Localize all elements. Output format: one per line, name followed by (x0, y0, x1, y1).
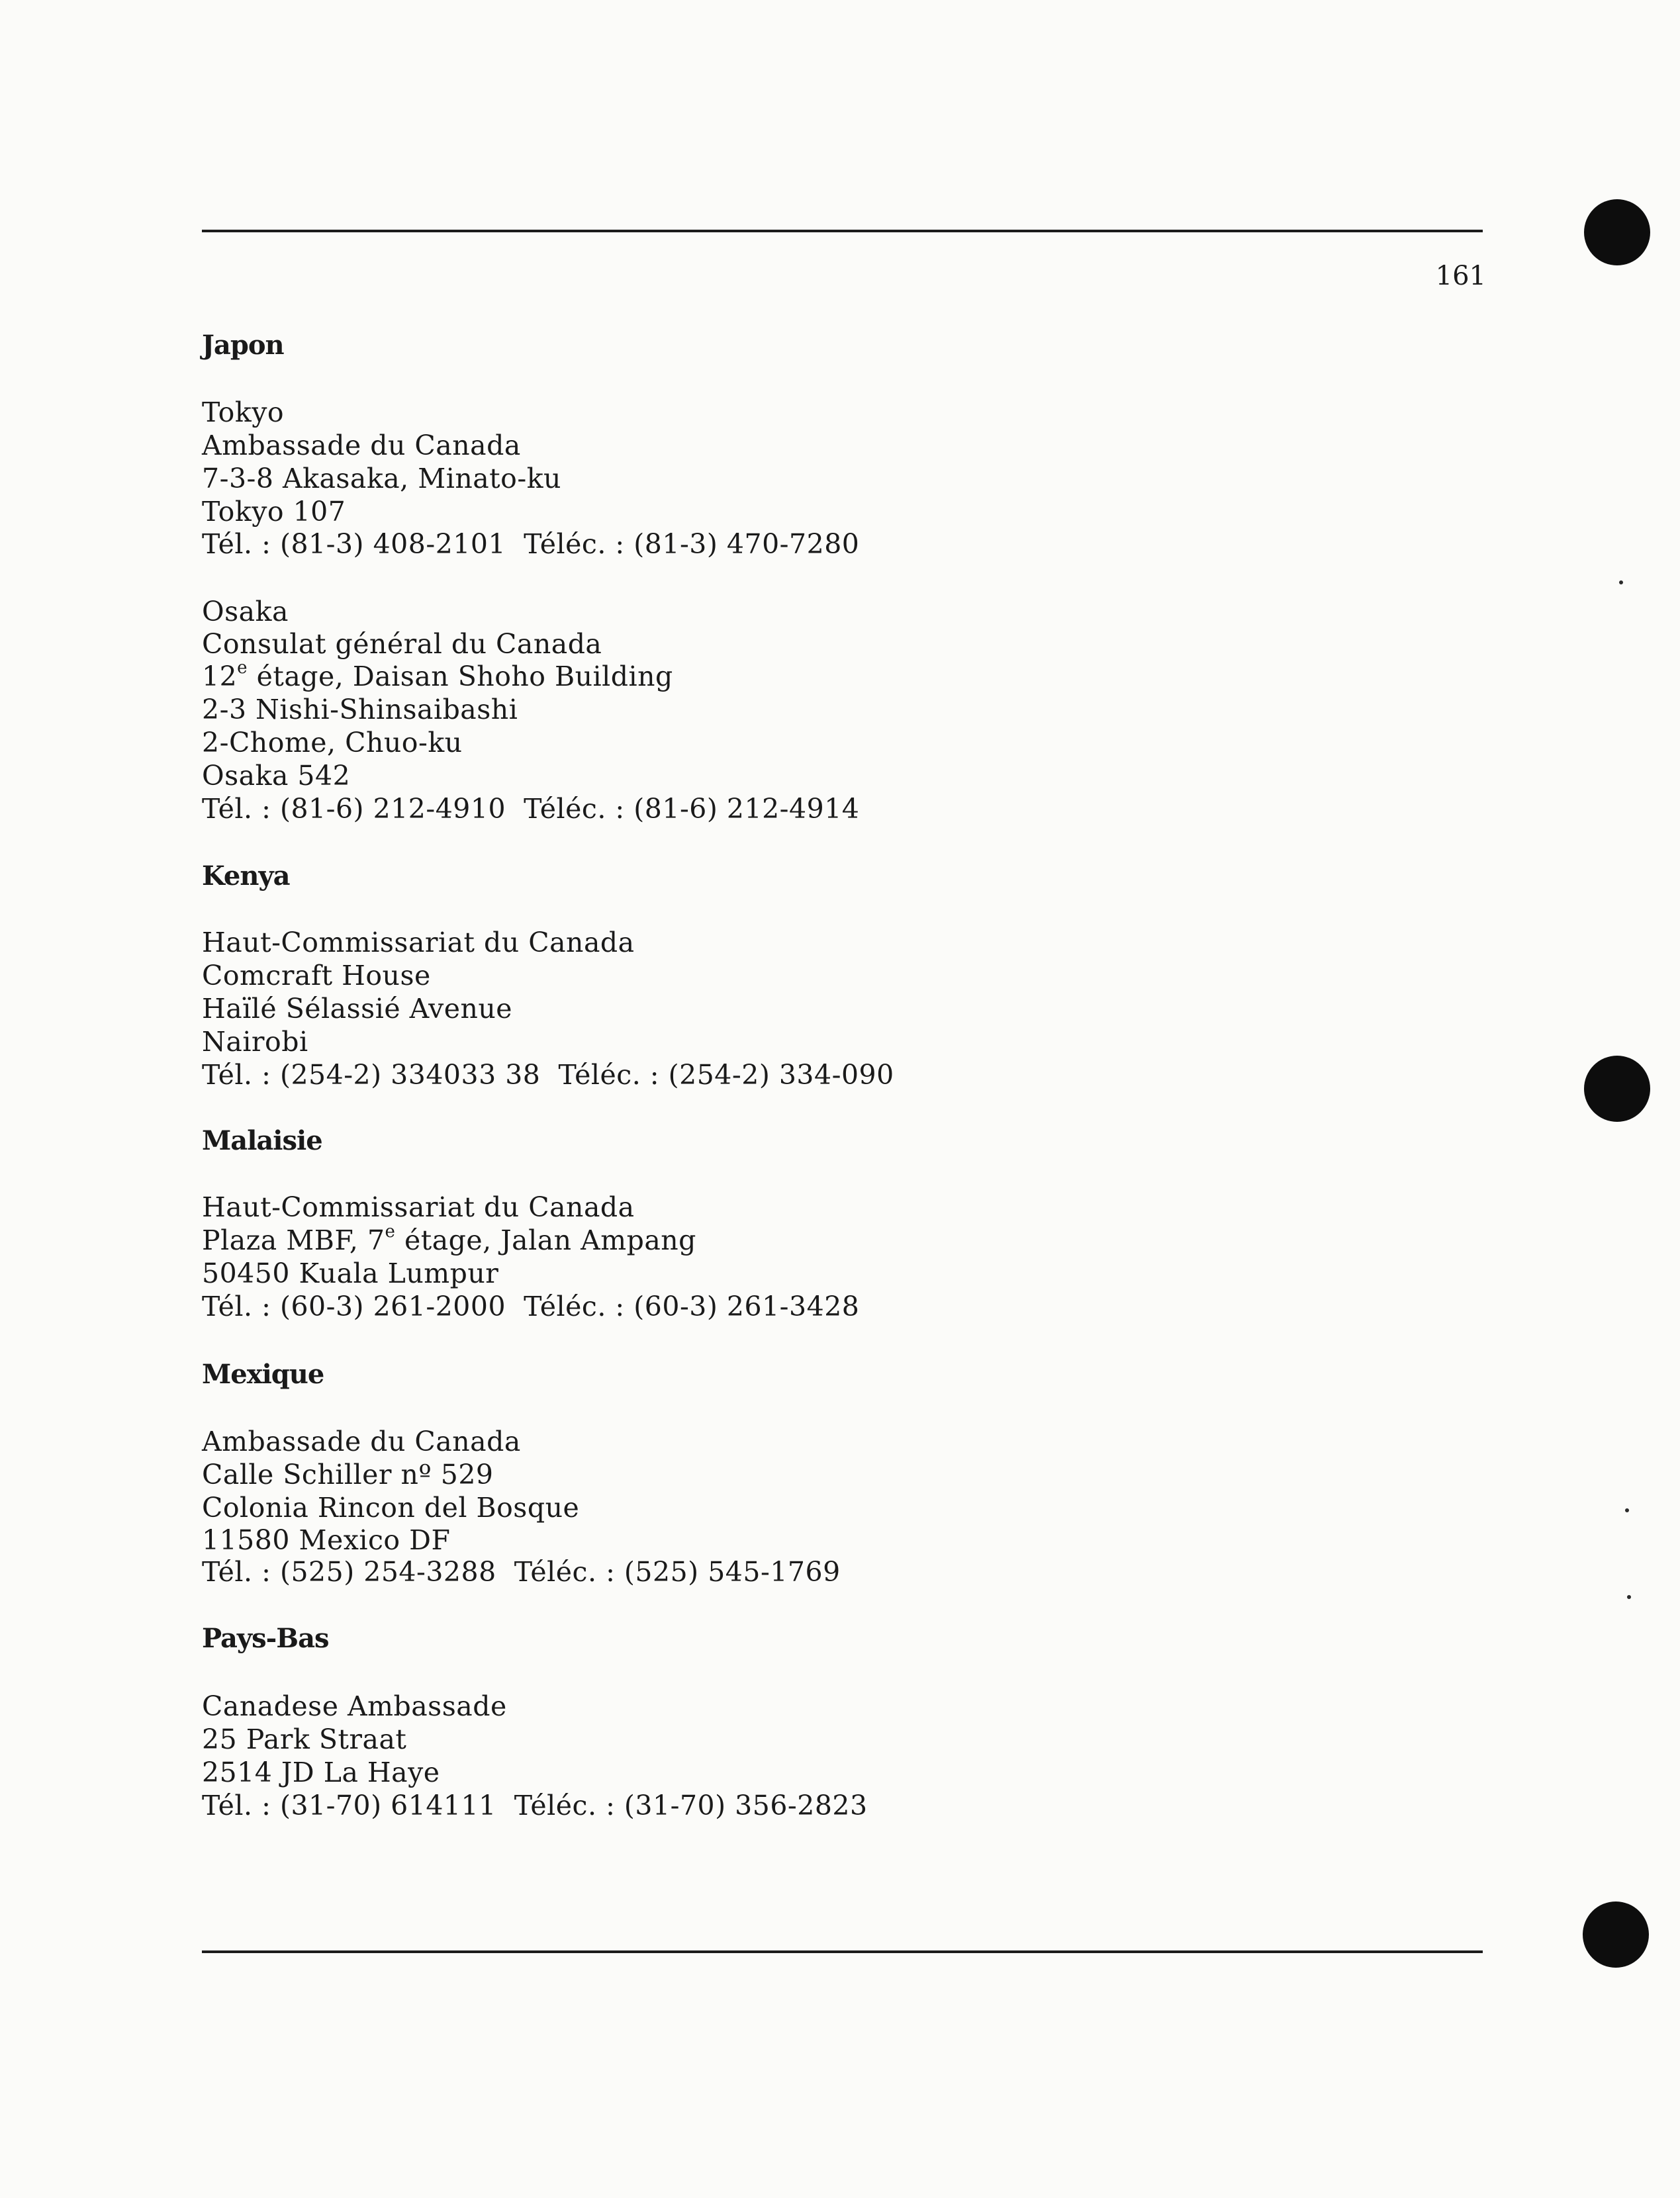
scan-speck (1625, 1508, 1629, 1512)
section-heading-malaisie: Malaisie (202, 1125, 322, 1156)
entry-postal-line: Osaka 542 (202, 760, 351, 792)
entry-address-line: 25 Park Straat (202, 1723, 407, 1755)
entry-address-line: Colonia Rincon del Bosque (202, 1492, 580, 1524)
floor-rest: étage, Daisan Shoho Building (248, 661, 673, 692)
scan-speck (1627, 1595, 1631, 1599)
entry-phone-fax: Tél. : (81-3) 408-2101 Téléc. : (81-3) 470-7280 (202, 528, 860, 560)
entry-city: Tokyo (202, 396, 285, 428)
page-number: 161 (1435, 261, 1486, 291)
binder-hole-top (1584, 199, 1650, 265)
floor-rest: étage, Jalan Ampang (395, 1224, 696, 1256)
entry-postal-line: 50450 Kuala Lumpur (202, 1258, 499, 1289)
entry-phone-fax: Tél. : (254-2) 334033 38 Téléc. : (254-2) 334-090 (202, 1059, 894, 1091)
scan-speck (1619, 580, 1623, 584)
entry-address-line (202, 660, 673, 693)
entry-address-line: 2-3 Nishi-Shinsaibashi (202, 694, 518, 725)
entry-address-line (202, 1224, 696, 1257)
section-heading-mexique: Mexique (202, 1359, 324, 1390)
entry-address-line: Haïlé Sélassié Avenue (202, 993, 513, 1025)
top-rule (202, 230, 1483, 232)
entry-address-line: Calle Schiller nº 529 (202, 1459, 494, 1490)
plaza-prefix: Plaza MBF, 7 (202, 1224, 385, 1256)
entry-institution: Haut-Commissariat du Canada (202, 1191, 635, 1223)
section-heading-pays-bas: Pays-Bas (202, 1623, 329, 1654)
entry-city: Osaka (202, 596, 289, 627)
floor-number: 12 (202, 661, 238, 692)
ordinal-suffix: e (385, 1222, 396, 1242)
binder-hole-middle (1584, 1056, 1650, 1122)
entry-phone-fax: Tél. : (525) 254-3288 Téléc. : (525) 545-1769 (202, 1556, 841, 1588)
entry-institution: Canadese Ambassade (202, 1690, 507, 1722)
entry-institution: Ambassade du Canada (202, 1426, 521, 1457)
entry-postal-line: Tokyo 107 (202, 496, 346, 527)
entry-institution: Consulat général du Canada (202, 628, 602, 660)
entry-phone-fax: Tél. : (81-6) 212-4910 Téléc. : (81-6) 212-4914 (202, 793, 860, 825)
bottom-rule (202, 1950, 1483, 1953)
entry-postal-line: 2514 JD La Haye (202, 1757, 440, 1788)
entry-institution: Ambassade du Canada (202, 430, 521, 461)
entry-postal-line: 11580 Mexico DF (202, 1524, 451, 1556)
ordinal-suffix: e (237, 658, 248, 678)
entry-address-line: Comcraft House (202, 960, 431, 991)
entry-address-line: 2-Chome, Chuo-ku (202, 727, 463, 758)
entry-phone-fax: Tél. : (31-70) 614111 Téléc. : (31-70) 356-2823 (202, 1790, 868, 1821)
section-heading-japon: Japon (202, 330, 284, 361)
entry-institution: Haut-Commissariat du Canada (202, 927, 635, 958)
binder-hole-bottom (1583, 1901, 1649, 1968)
section-heading-kenya: Kenya (202, 860, 290, 892)
entry-phone-fax: Tél. : (60-3) 261-2000 Téléc. : (60-3) 261-3428 (202, 1291, 860, 1322)
entry-address-line: 7-3-8 Akasaka, Minato-ku (202, 463, 561, 494)
entry-city: Nairobi (202, 1026, 308, 1058)
